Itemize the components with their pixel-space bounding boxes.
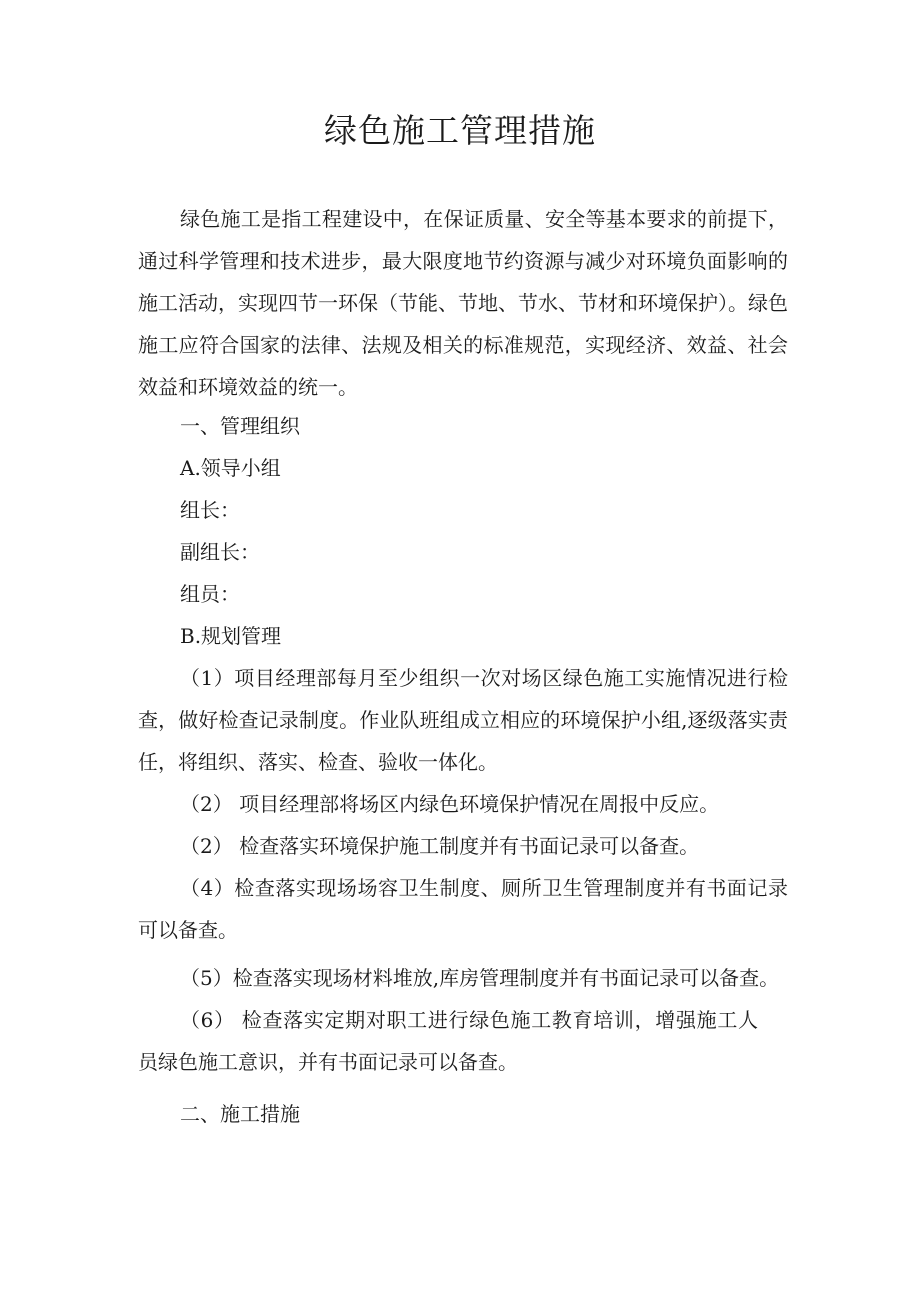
planning-item: （4）检查落实现场场容卫生制度、厕所卫生管理制度并有书面记录可以备查。 — [138, 876, 788, 942]
leader-field: 组长： — [180, 498, 240, 522]
planning-item: （6） 检查落实定期对职工进行绿色施工教育培训，增强施工人员绿色施工意识，并有书面记录可以备查。 — [138, 1008, 758, 1074]
document-title: 绿色施工管理措施 — [324, 111, 596, 150]
deputy-leader-field: 副组长： — [180, 540, 260, 564]
subsection-heading-leadership: A.领导小组 — [180, 456, 281, 480]
section-heading-construction: 二、施工措施 — [180, 1102, 300, 1126]
planning-item: （2） 检查落实环境保护施工制度并有书面记录可以备查。 — [180, 834, 700, 858]
members-field: 组员： — [180, 582, 240, 606]
intro-paragraph: 绿色施工是指工程建设中，在保证质量、安全等基本要求的前提下，通过科学管理和技术进步，最大限度地节约资源与减少对环境负面影响的施工活动，实现四节一环保（节能、节地、节水、节材和环境保护）。绿色施工应符合国家的法律、法规及相关的标准规范，实现经济、效益、社会效益和环境效益的统一。 — [138, 207, 788, 399]
planning-item: （5）检查落实现场材料堆放,库房管理制度并有书面记录可以备查。 — [180, 966, 780, 990]
section-heading-management: 一、管理组织 — [180, 414, 300, 438]
subsection-heading-planning: B.规划管理 — [180, 624, 282, 648]
planning-item: （2） 项目经理部将场区内绿色环境保护情况在周报中反应。 — [180, 792, 720, 816]
planning-item: （1）项目经理部每月至少组织一次对场区绿色施工实施情况进行检查，做好检查记录制度。作业队班组成立相应的环境保护小组,逐级落实责任，将组织、落实、检查、验收一体化。 — [138, 666, 788, 774]
